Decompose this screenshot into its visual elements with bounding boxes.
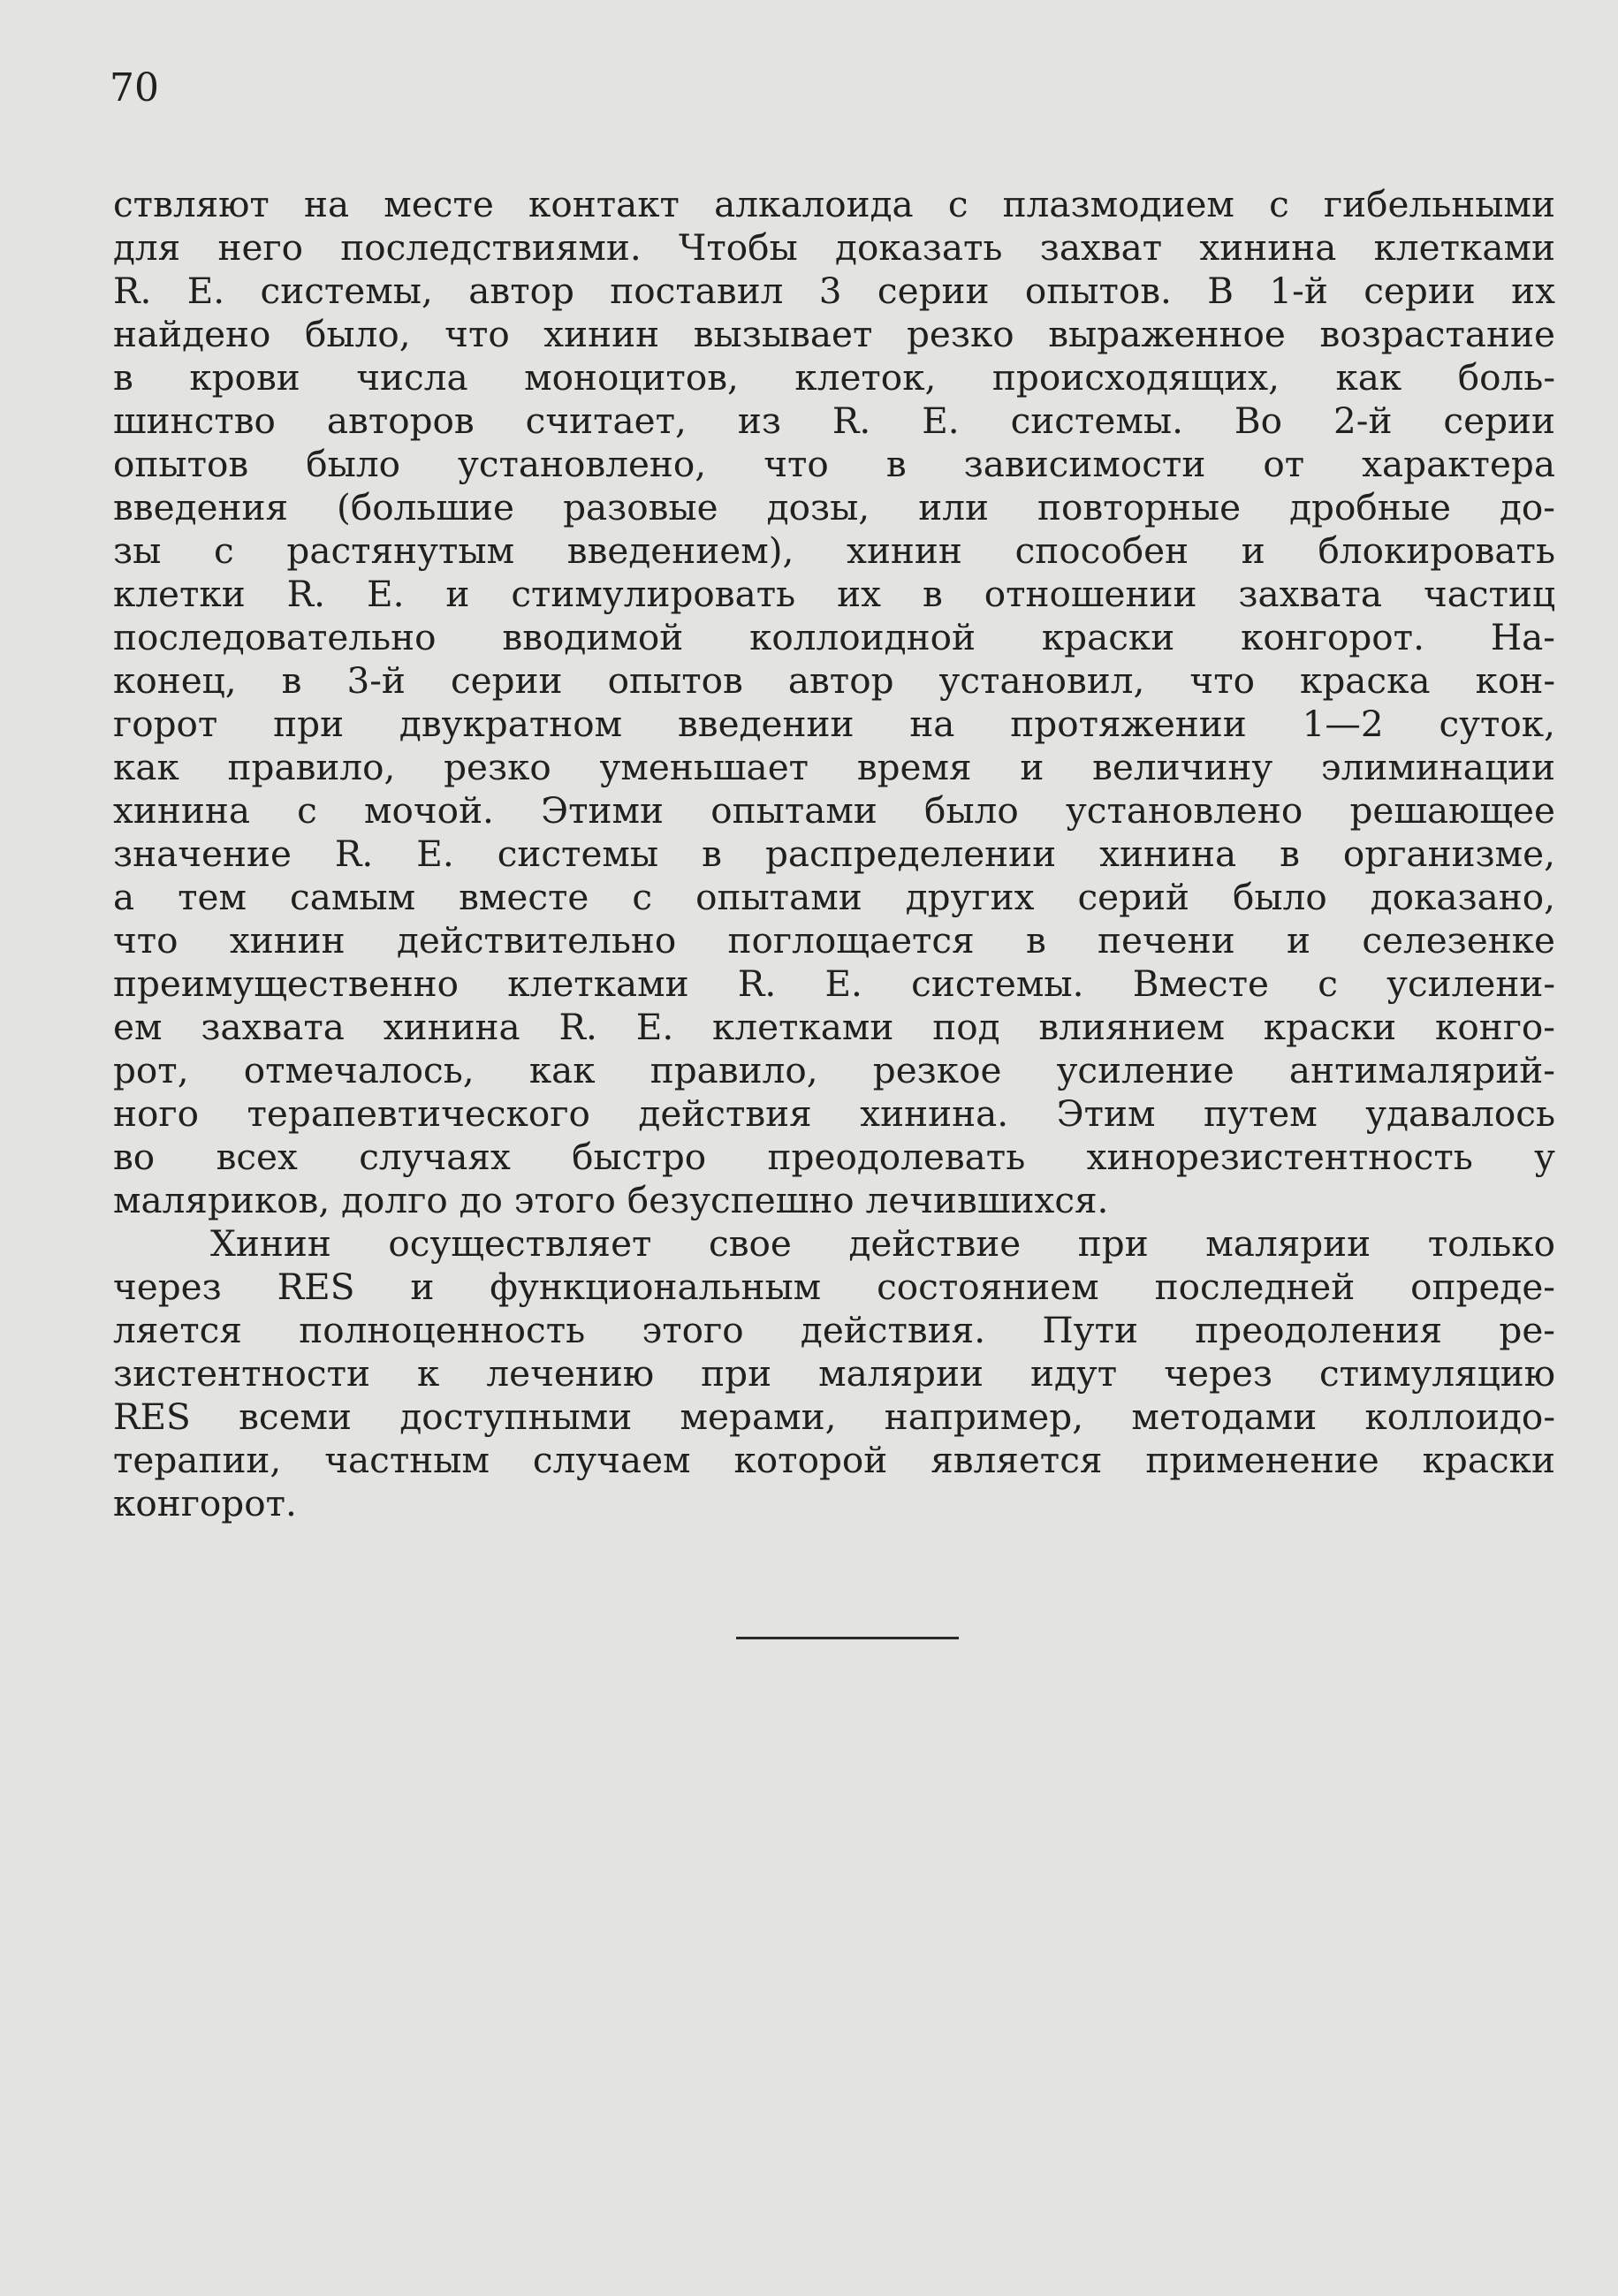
text-line: ляется полноценность этого действия. Пути преодоления ре- bbox=[113, 1309, 1555, 1351]
text-line: последовательно вводимой коллоидной краски конгорот. На- bbox=[113, 616, 1555, 658]
text-line: для него последствиями. Чтобы доказать захват хинина клетками bbox=[113, 226, 1555, 269]
text-line: горот при двукратном введении на протяжении 1—2 суток, bbox=[113, 703, 1555, 745]
paragraph bbox=[113, 183, 1555, 1222]
text-line: опытов было установлено, что в зависимости от характера bbox=[113, 443, 1555, 485]
page-number: 70 bbox=[110, 65, 159, 110]
text-line: хинина с мочой. Этими опытами было установлено решающее bbox=[113, 789, 1555, 832]
text-line: зы с растянутым введением), хинин способен и блокировать bbox=[113, 529, 1555, 572]
text-line: конец, в 3-й серии опытов автор установил, что краска кон- bbox=[113, 659, 1555, 702]
text-line: R. E. системы, автор поставил 3 серии опытов. В 1-й серии их bbox=[113, 270, 1555, 312]
text-line: Хинин осуществляет свое действие при малярии только bbox=[210, 1222, 1555, 1265]
text-line: через RES и функциональным состоянием последней опреде- bbox=[113, 1266, 1555, 1308]
text-line: клетки R. E. и стимулировать их в отношении захвата частиц bbox=[113, 573, 1555, 615]
text-line: конгорот. bbox=[113, 1482, 297, 1524]
text-line: зистентности к лечению при малярии идут через стимуляцию bbox=[113, 1352, 1555, 1395]
text-line: ного терапевтического действия хинина. Этим путем удавалось bbox=[113, 1092, 1555, 1135]
text-line: значение R. E. системы в распределении хинина в организме, bbox=[113, 832, 1555, 875]
text-line: во всех случаях быстро преодолевать хинорезистентность у bbox=[113, 1136, 1555, 1178]
text-line: найдено было, что хинин вызывает резко выраженное возрастание bbox=[113, 313, 1555, 355]
text-line: как правило, резко уменьшает время и величину элиминации bbox=[113, 746, 1555, 788]
text-line: терапии, частным случаем которой является применение краски bbox=[113, 1439, 1555, 1481]
text-line: преимущественно клетками R. E. системы. Вместе с усилени- bbox=[113, 962, 1555, 1005]
text-line: шинство авторов считает, из R. E. системы. Во 2-й серии bbox=[113, 399, 1555, 442]
text-line: маляриков, долго до этого безуспешно лечившихся. bbox=[113, 1179, 1109, 1221]
body-text bbox=[113, 183, 1555, 1525]
end-separator bbox=[736, 1637, 959, 1639]
text-line: RES всеми доступными мерами, например, методами коллоидо- bbox=[113, 1395, 1555, 1438]
text-line: а тем самым вместе с опытами других серий было доказано, bbox=[113, 876, 1555, 918]
text-line: введения (большие разовые дозы, или повторные дробные до- bbox=[113, 486, 1555, 528]
text-line: рот, отмечалось, как правило, резкое усиление антималярий- bbox=[113, 1049, 1555, 1091]
text-line: что хинин действительно поглощается в печени и селезенке bbox=[113, 919, 1555, 962]
text-line: ем захвата хинина R. E. клетками под влиянием краски конго- bbox=[113, 1006, 1555, 1048]
paragraph bbox=[113, 1222, 1555, 1525]
text-line: в крови числа моноцитов, клеток, происходящих, как боль- bbox=[113, 356, 1555, 399]
text-line: ствляют на месте контакт алкалоида с плазмодием с гибельными bbox=[113, 183, 1555, 225]
